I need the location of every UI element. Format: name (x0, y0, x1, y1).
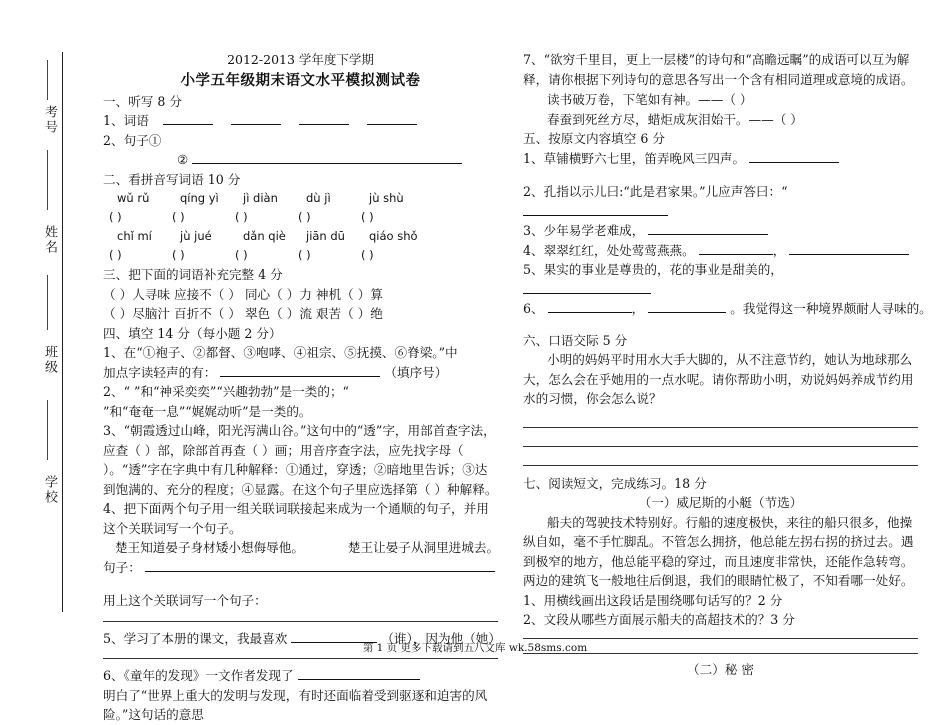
fill-3 (523, 221, 918, 241)
dictation-sentence-label: 2、句子① (103, 132, 162, 148)
answer-blank[interactable] (299, 111, 349, 125)
question-7-b[interactable]: 春蚕到死丝方尽，蜡炬成灰泪始干。——（ ） (547, 111, 803, 127)
fill-1-text: 1、草铺横野六七里，笛弄晚风三四声。 (523, 150, 746, 166)
section5-title: 五、按原文内容填空 6 分 (523, 131, 665, 146)
dictation-sentence2-row (103, 150, 498, 170)
answer-blank[interactable] (220, 363, 380, 377)
answer-blank[interactable] (699, 241, 773, 255)
question-4-sentence-1: 楚王知道晏子身材矮小想侮辱他。 (115, 540, 304, 555)
idiom-row-1[interactable]: （ ）人寻味 应接不（ ） 同心（ ）力 神机（ ）算 (103, 286, 383, 302)
pinyin-item: dù jì (306, 191, 331, 205)
answer-blank[interactable] (749, 149, 839, 163)
reading-question-1: 1、用横线画出这段话是围绕哪句话写的？2 分 (523, 592, 783, 608)
answer-bracket[interactable]: ( ) (172, 248, 185, 262)
answer-bracket[interactable]: ( ) (109, 248, 122, 262)
section6-title: 六、口语交际 5 分 (523, 332, 628, 348)
spacer (523, 466, 918, 474)
fill-2-answer (523, 202, 918, 222)
spacer (523, 168, 918, 182)
pinyin-item: wǔ rǔ (117, 191, 150, 205)
section1-title: 一、听写 8 分 (103, 93, 182, 109)
banji-blank[interactable] (47, 275, 48, 330)
reading-passage-1: 船夫的驾驶技术特别好。行船的速度极快，来往的船只很多，他操纵自如，毫不手忙脚乱。不管怎么拥挤，他总能左拐右拐的挤过去。遇到极窄的地方，他总能平稳的穿过，而且速度非常快，还能作急转弯。两边的建筑飞一般地往后倒退，我们的眼睛忙极了，不知看哪一处好。 (523, 514, 914, 588)
idiom-row-2[interactable]: （ ）尽脑汁 百折不（ ） 翠色（ ）流 艰苦（ ）绝 (103, 306, 383, 321)
question-1-prompt: 加点字读轻声的有： (103, 364, 217, 380)
question-2-line-2: ”和“奄奄一息”“娓娓动听”是一类的。 (103, 403, 312, 419)
answer-bracket[interactable]: ( ) (172, 210, 185, 224)
question-5-prompt: 5、学习了本册的课文，我最喜欢 (103, 630, 288, 646)
pinyin-row-1 (103, 189, 498, 208)
answer-bracket[interactable]: ( ) (298, 210, 311, 224)
exam-title: 小学五年级期末语文水平模拟测试卷 (180, 71, 421, 89)
answer-blank[interactable] (163, 111, 213, 125)
pinyin-item: jì diàn (243, 191, 278, 205)
answer-blank[interactable] (145, 558, 495, 572)
fill-5-answer (523, 280, 918, 300)
question-1-line-2 (103, 363, 498, 383)
answer-blank[interactable] (548, 299, 632, 313)
answer-rule[interactable] (523, 447, 918, 466)
section2-title: 二、看拼音写词语 10 分 (103, 171, 241, 187)
exam-subtitle: 2012-2013 学年度下学期 (227, 52, 374, 67)
question-7-a[interactable]: 读书破万卷，下笔如有神。——（ ） (547, 92, 753, 107)
section7-title: 七、阅读短文，完成练习。18 分 (523, 475, 707, 491)
fill-6-tail: 。我觉得这一种境界颇耐人寻味的。 (730, 301, 932, 316)
oral-communication-text: 小明的妈妈平时用水大手大脚的，从不注意节约，她认为地球那么大，怎么会在乎她用的一点水呢。请你帮助小明，劝说妈妈养成节约用水的习惯，你会怎么说？ (523, 352, 914, 406)
question-4-sentences (103, 538, 498, 558)
question-4-write-label: 用上这个关联词写一个句子： (103, 593, 267, 608)
binding-sidebar (0, 0, 80, 671)
question-2-line-1[interactable]: 2、“ ”和“神采奕奕”“兴趣勃勃”是一类的；“ (103, 384, 349, 399)
pinyin-item: jù jué (180, 229, 212, 243)
answer-rule[interactable] (523, 630, 918, 639)
dictation-words-row (103, 111, 498, 131)
reading-title-1: （一）威尼斯的小艇（节选） (638, 495, 803, 510)
right-column (523, 50, 932, 679)
question-4: 4、把下面两个句子用一组关联词联接起来成为一个通顺的句子，并用这个关联词写一个句子。 (103, 501, 489, 536)
answer-brackets-row-2 (103, 246, 498, 265)
xuexiao-blank[interactable] (47, 400, 48, 460)
reading-question-2: 2、文段从哪些方面展示船夫的高超技术的？3 分 (523, 612, 795, 627)
answer-blank[interactable] (298, 666, 420, 680)
question-6-prompt: 6、《童年的发现》一文作者发现了 (103, 668, 294, 683)
label-xuexiao: 学校 (42, 475, 57, 505)
answer-bracket[interactable]: ( ) (361, 210, 374, 224)
dictation-words-label: 1、词语 (103, 113, 149, 128)
answer-brackets-row-1 (103, 208, 498, 227)
dictation-sentence2-label: ② (177, 152, 189, 167)
question-1-hint: （填序号） (384, 364, 448, 380)
answer-blank[interactable] (231, 111, 281, 125)
answer-rule[interactable] (523, 428, 918, 447)
answer-rule[interactable] (103, 611, 498, 622)
pinyin-item: dǎn qiè (243, 229, 286, 243)
answer-blank[interactable] (523, 202, 668, 216)
label-xingming: 姓名 (42, 225, 57, 255)
fill-1 (523, 149, 918, 169)
fill-6: 6、 ， 。我觉得这一种境界颇耐人寻味的。 (523, 301, 932, 316)
page-footer: 第 1 页 更多下载请到五八文库 wk.58sms.com (362, 642, 588, 654)
fill-5: 5、果实的事业是尊贵的，花的事业是甜美的， (523, 262, 783, 277)
section3-title: 三、把下面的词语补充完整 4 分 (103, 267, 283, 282)
answer-bracket[interactable]: ( ) (235, 210, 248, 224)
question-3[interactable]: 3、“朝霞透过山峰，阳光泻满山谷。”这句中的“透”字，用部首查字法，应查（ ）部，除部首再查（ ）画；用音序查字法，应先找字母（ ）。“透”字在字典中有几种解释：①通过，穿透；②暗地里告诉；③达到饱满的、充分的程度；④显露。在这个句子里应选择第（ ）种解释。 (103, 423, 498, 497)
answer-blank[interactable] (789, 241, 909, 255)
answer-blank[interactable] (648, 221, 768, 235)
pinyin-item: jù shù (369, 191, 404, 205)
question-4-sentence-label: 句子： (103, 559, 141, 575)
reading-title-2: （二）秘 密 (687, 661, 754, 677)
answer-blank[interactable] (523, 280, 651, 294)
question-6-rest: 明白了“世界上重大的发明与发现，有时还面临着受到驱逐和迫害的风险。”这句话的意思 (103, 687, 488, 722)
fill-4: 4、翠翠红红，处处莺莺燕燕。 ， (523, 241, 918, 261)
left-column (103, 50, 501, 725)
answer-rule[interactable] (523, 409, 918, 428)
question-4-answer-line (103, 558, 498, 578)
pinyin-item: qiáo shǒ (369, 229, 418, 243)
answer-bracket[interactable]: ( ) (361, 248, 374, 262)
answer-blank[interactable] (648, 299, 726, 313)
pinyin-item: jiān dū (306, 229, 345, 243)
dictation-sentence1-row (103, 131, 498, 151)
question-7: 7、“欲穷千里目，更上一层楼”的诗句和“高瞻远瞩”的成语可以互为解释，请你根据下列诗句的意思各写出一个含有相同道理或意境的成语。 (523, 52, 914, 87)
binding-line (62, 52, 63, 612)
question-1-line-1: 1、在“①袍子、②都督、③咆哮、④祖宗、⑤抚摸、⑥脊梁。”中 (103, 345, 458, 360)
pinyin-item: qíng yì (180, 191, 219, 205)
answer-bracket[interactable]: ( ) (109, 210, 122, 224)
answer-bracket[interactable]: ( ) (235, 248, 248, 262)
question-6-line-1 (103, 666, 498, 686)
answer-blank[interactable] (192, 150, 462, 164)
fill-6-number: 6、 (523, 301, 544, 316)
fill-2: 2、孔指以示儿曰:“此是君家果。”儿应声答曰：“ (523, 184, 788, 199)
section4-title: 四、填空 14 分（每小题 2 分） (103, 325, 282, 341)
kaohao-blank[interactable] (47, 60, 48, 100)
spacer (103, 577, 498, 591)
fill-3-text: 3、少年易学老难成， (523, 223, 645, 238)
fill-4-text: 4、翠翠红红，处处莺莺燕燕。 (523, 242, 695, 258)
label-kaohao: 考号 (42, 105, 57, 135)
pinyin-item: chǐ mí (117, 229, 152, 243)
question-5-tail: （谁），因为他（她） (381, 630, 501, 646)
spacer (523, 319, 918, 331)
answer-blank[interactable] (367, 111, 417, 125)
answer-bracket[interactable]: ( ) (298, 248, 311, 262)
label-banji: 班级 (42, 345, 57, 375)
xingming-blank[interactable] (47, 150, 48, 210)
pinyin-row-2 (103, 227, 498, 246)
question-4-sentence-2: 楚王让晏子从洞里进城去。 (347, 540, 500, 555)
